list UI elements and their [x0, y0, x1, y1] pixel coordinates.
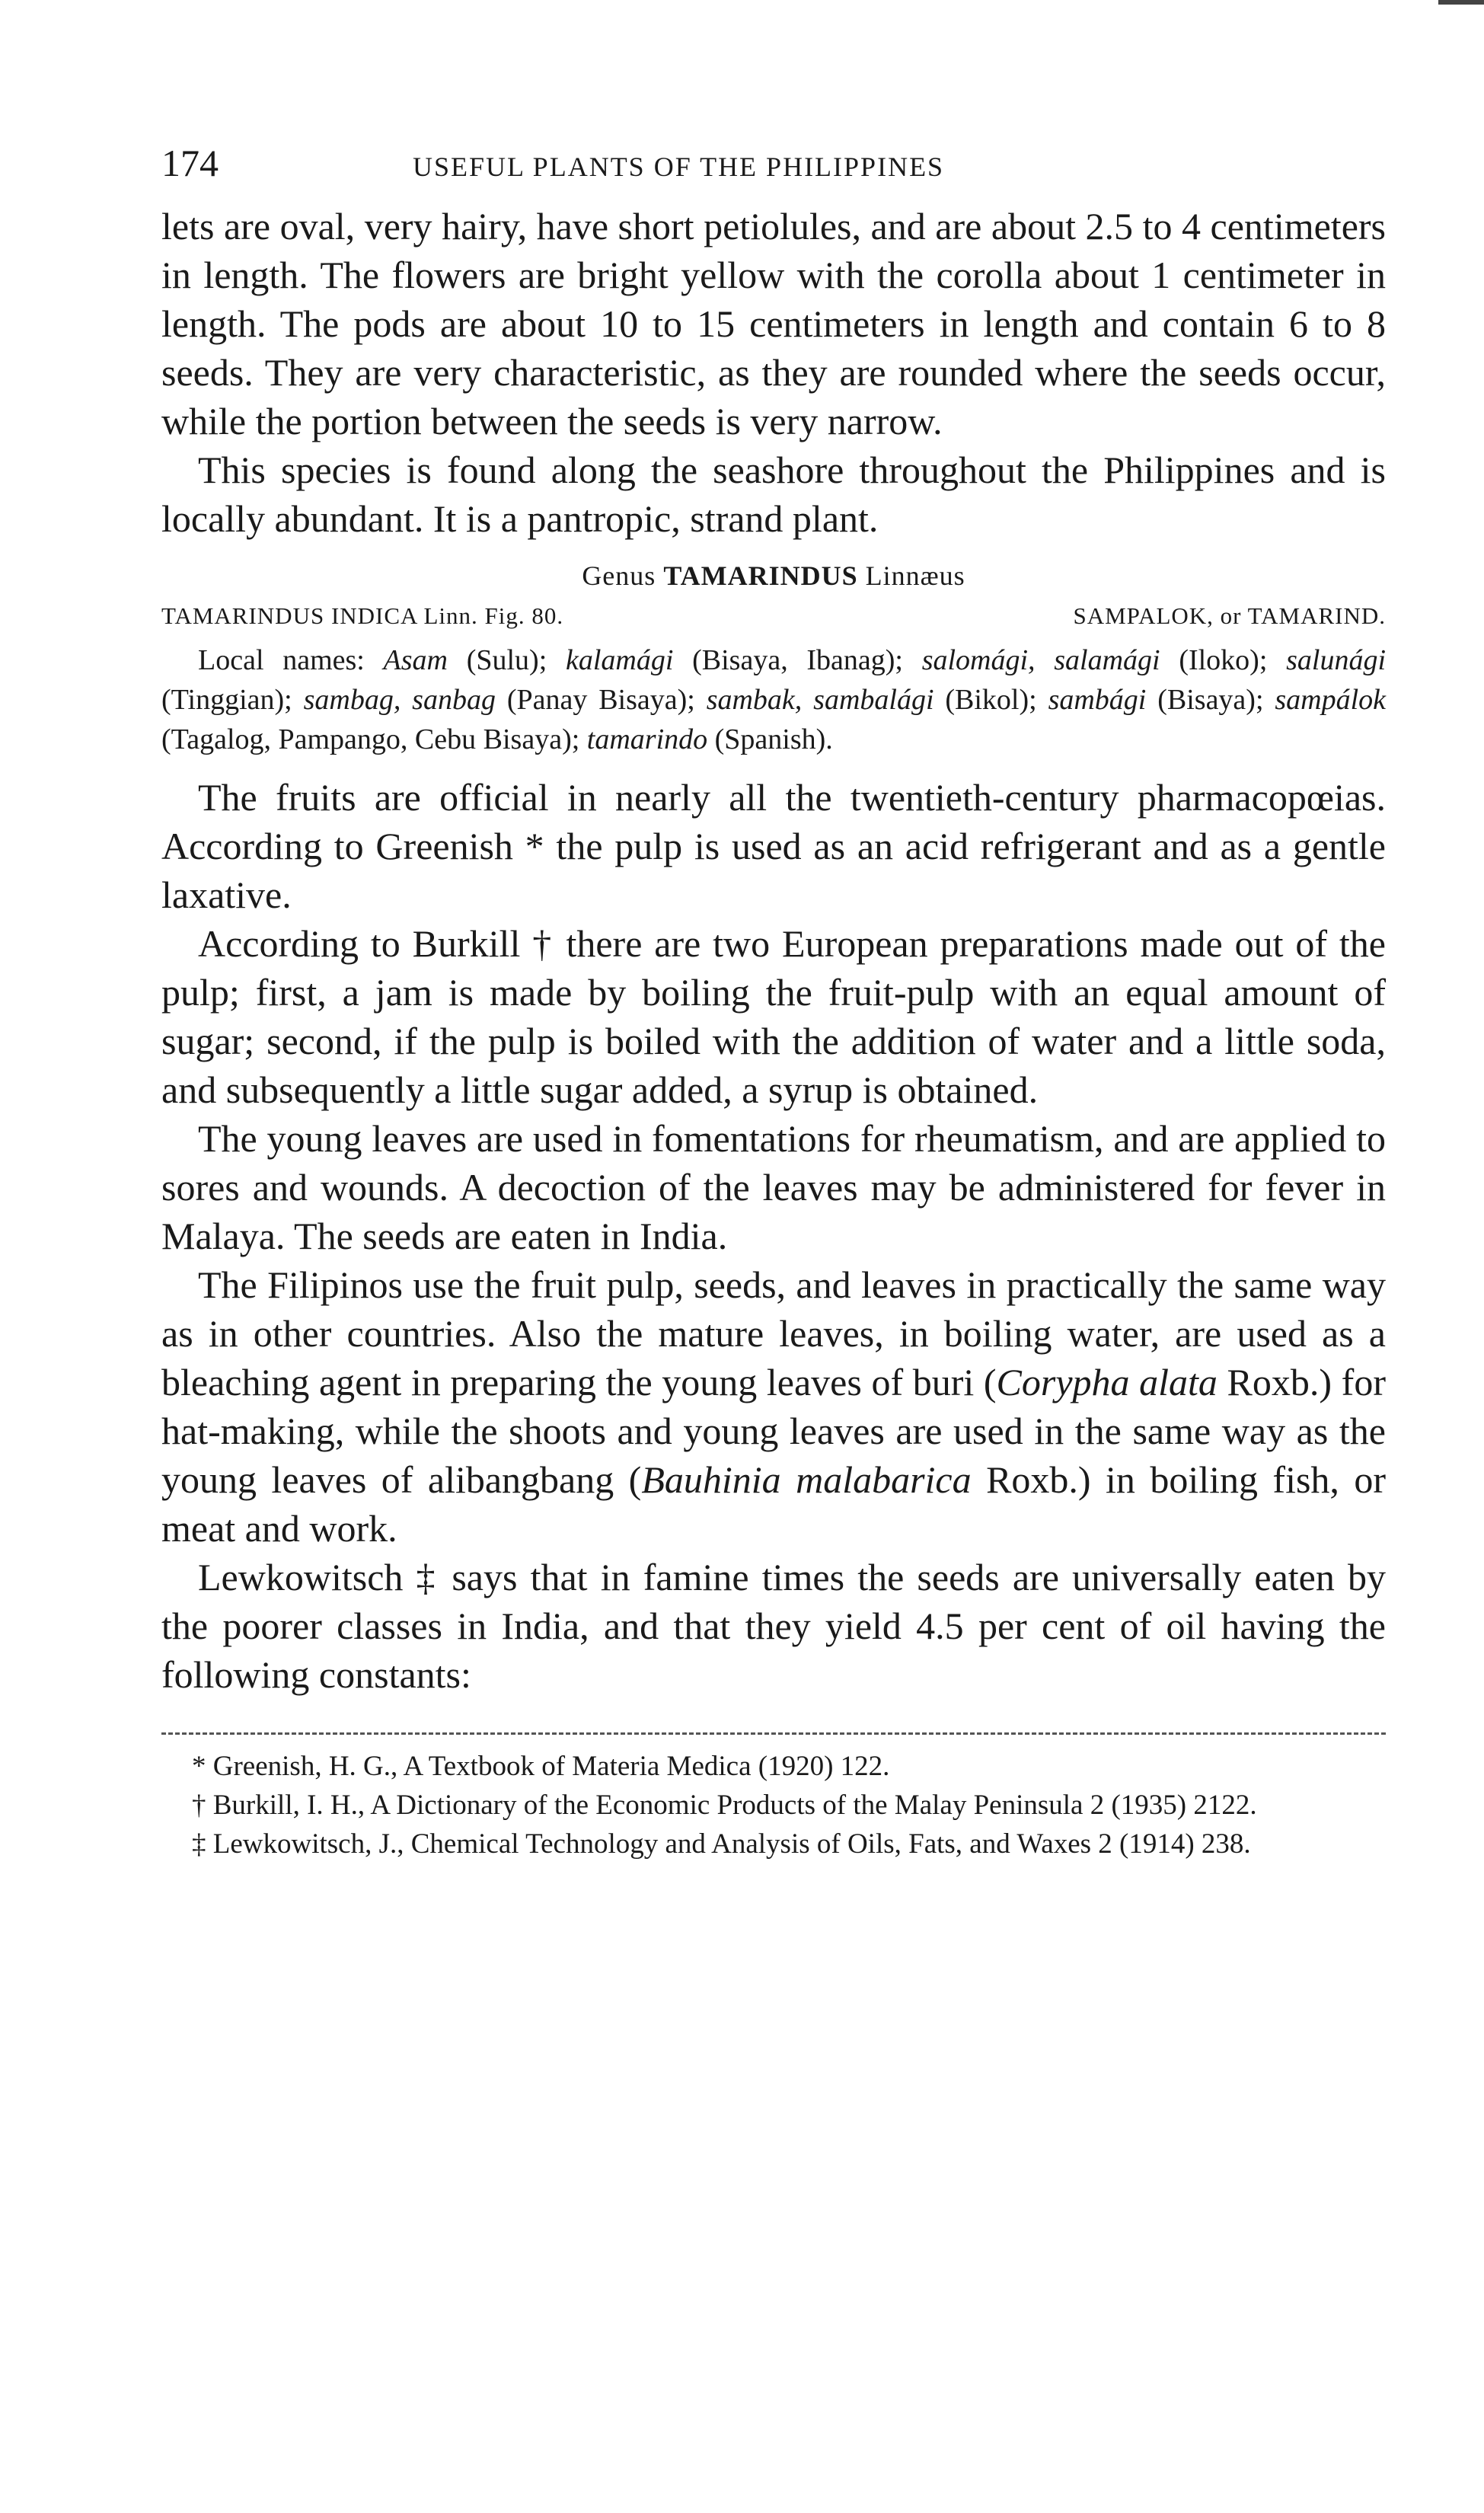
local-name: salunági — [1286, 644, 1386, 676]
local-names-label: Local names: — [198, 644, 365, 676]
text-run: Roxb.) for hat-making, while the shoots and young leaves are used in the same way as the young leaves of alibangbang ( — [161, 1361, 1386, 1501]
paragraph-preparations: According to Burkill † there are two European preparations made out of the pulp; first, a jam is made by boiling the fruit-pulp with an equal amount of sugar; second, if the pulp is boiled with the addition of water and a little soda, and subsequently a little sugar added, a syrup is obtained. — [161, 922, 1386, 1111]
paragraph-filipino-uses — [161, 1260, 1386, 1553]
species-common-name: SAMPALOK, or TAMARIND. — [1073, 602, 1386, 629]
local-names — [161, 640, 1386, 759]
species-italic: Bauhinia malabarica — [641, 1458, 972, 1501]
genus-author: Linnæus — [865, 560, 965, 591]
paragraph-pharmacopoeia: The fruits are official in nearly all the twentieth-century pharmacopœias. According to Greenish * the pulp is used as an acid refrigerant and as a gentle laxative. — [161, 776, 1386, 916]
local-name: sambági — [1048, 684, 1147, 716]
genus-name: TAMARINDUS — [663, 560, 858, 591]
local-name-region: (Bisaya, Ibanag); — [692, 644, 903, 676]
footnote-lewkowitsch: ‡ Lewkowitsch, J., Chemical Technology and Analysis of Oils, Fats, and Waxes 2 (1914) 238. — [192, 1828, 1251, 1860]
genus-heading — [161, 560, 1386, 592]
paragraph-famine-seeds: Lewkowitsch ‡ says that in famine times the seeds are universally eaten by the poorer classes in India, and that they yield 4.5 per cent of oil having the following constants: — [161, 1556, 1386, 1696]
local-name-region: (Tinggian); — [161, 684, 292, 716]
paragraph-continued: lets are oval, very hairy, have short petiolules, and are about 2.5 to 4 centimeters in length. The flowers are bright yellow with the corolla about 1 centimeter in length. The pods are about 10 to 15 centimeters in length and contain 6 to 8 seeds. They are very characteristic, as they are rounded where the seeds occur, while the portion between the seeds is very narrow. — [161, 205, 1386, 442]
page-header — [161, 141, 1386, 202]
local-name: sampálok — [1275, 684, 1387, 716]
local-name-region: (Sulu); — [466, 644, 547, 676]
species-author-fig: Linn. Fig. 80. — [423, 602, 564, 629]
local-name: kalamági — [565, 644, 674, 676]
local-name: sambag, sanbag — [303, 684, 496, 716]
species-italic: Corypha alata — [996, 1361, 1218, 1403]
footnote-divider — [161, 1732, 1386, 1735]
text-run: Roxb.) in boiling fish, or meat and work. — [161, 1458, 1387, 1550]
local-name: tamarindo — [586, 723, 708, 755]
species-heading — [161, 602, 1386, 630]
local-name-region: (Tagalog, Pampango, Cebu Bisaya); — [161, 723, 580, 755]
local-name-region: (Iloko); — [1179, 644, 1268, 676]
local-name-region: (Panay Bisaya); — [506, 684, 695, 716]
local-name-region: (Bikol); — [945, 684, 1037, 716]
local-name: sambak, sambalági — [706, 684, 934, 716]
local-name-region: (Spanish). — [714, 723, 833, 755]
genus-prefix: Genus — [582, 560, 656, 591]
book-page — [161, 141, 1386, 1863]
paragraph-distribution: This species is found along the seashore throughout the Philippines and is locally abundant. It is a pantropic, strand plant. — [161, 449, 1386, 540]
page-edge-mark — [1438, 0, 1484, 5]
paragraph-leaves: The young leaves are used in fomentations for rheumatism, and are applied to sores and wounds. A decoction of the leaves may be administered for fever in Malaya. The seeds are eaten in India. — [161, 1117, 1386, 1257]
local-name-region: (Bisaya); — [1157, 684, 1264, 716]
local-name: salomági, salamági — [921, 644, 1160, 676]
species-name: TAMARINDUS INDICA — [161, 602, 417, 629]
page-number: 174 — [161, 142, 219, 184]
footnote-greenish: * Greenish, H. G., A Textbook of Materia Medica (1920) 122. — [192, 1751, 890, 1782]
text-run: The Filipinos use the fruit pulp, seeds, and leaves in practically the same way as in other countries. Also the mature leaves, in boiling water, are used as a bleaching agent in preparing the young leaves of buri ( — [161, 1263, 1386, 1403]
local-name: Asam — [383, 644, 448, 676]
footnote-burkill: † Burkill, I. H., A Dictionary of the Economic Products of the Malay Peninsula 2 (1935) 2122. — [192, 1790, 1257, 1821]
running-title: USEFUL PLANTS OF THE PHILIPPINES — [413, 152, 945, 182]
